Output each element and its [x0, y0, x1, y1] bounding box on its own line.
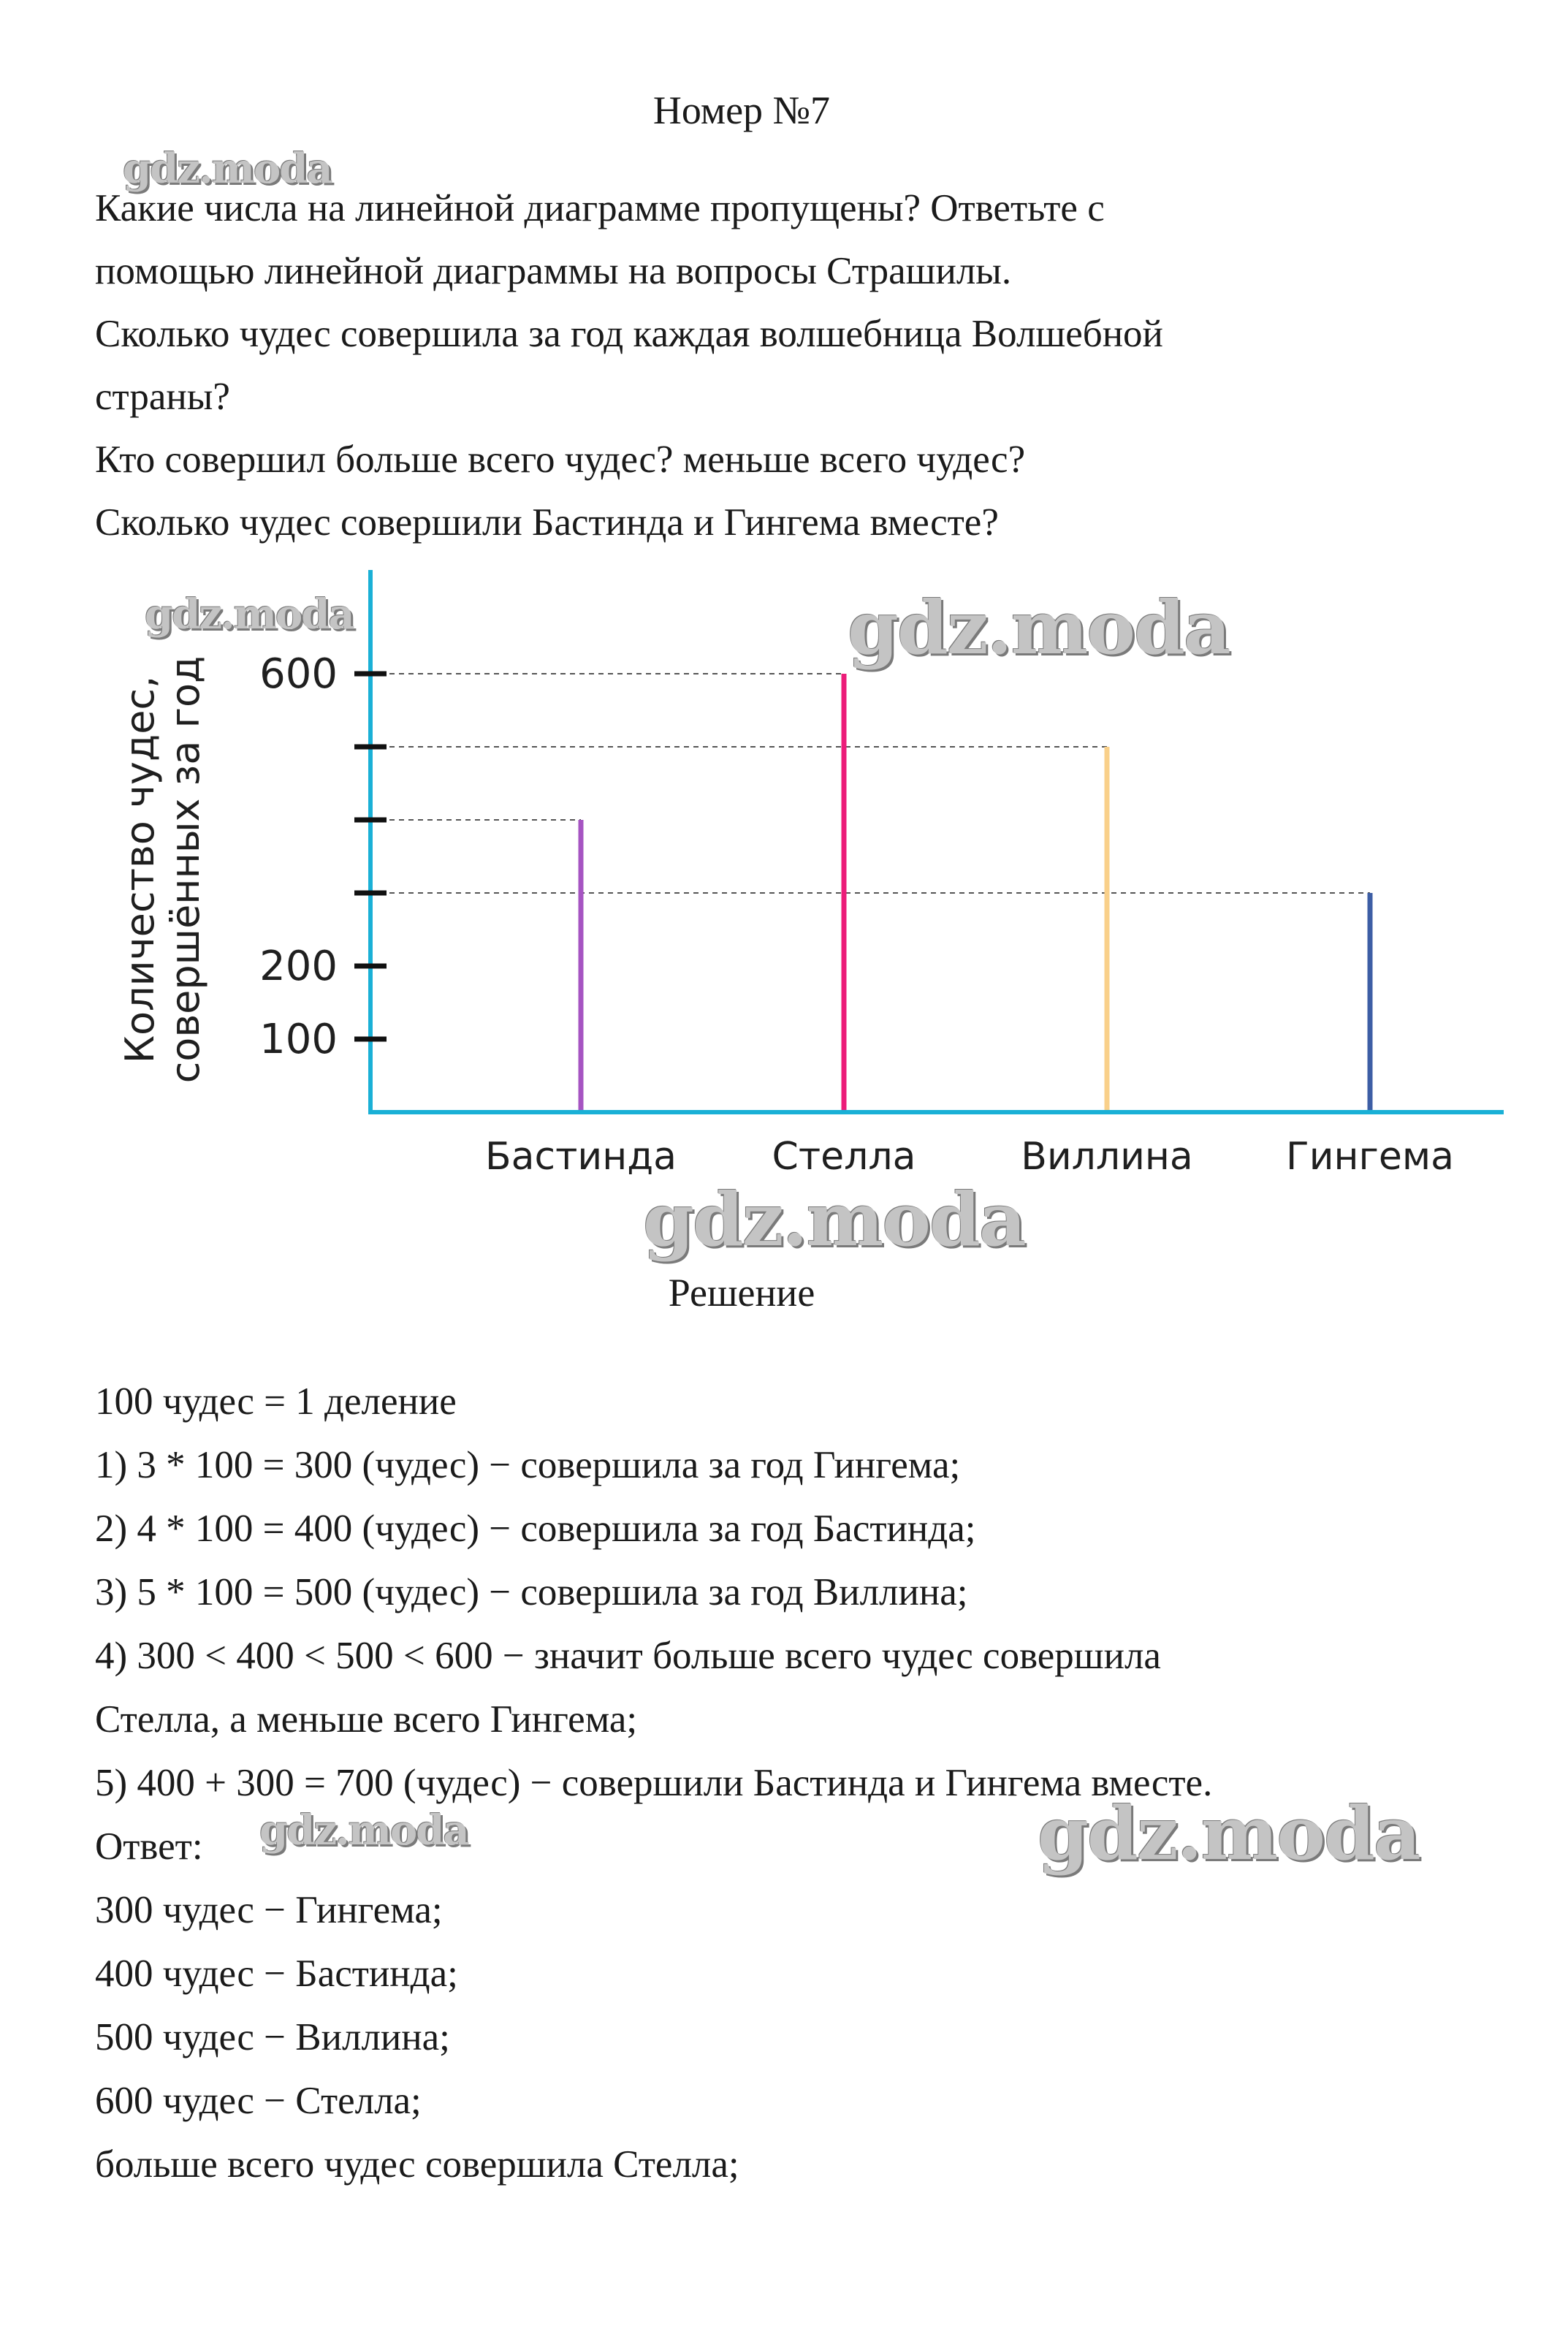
answer-line: 500 чудес − Виллина; — [95, 2016, 450, 2058]
question-line: помощью линейной диаграммы на вопросы Страшилы. — [95, 250, 1012, 292]
answer-line: 600 чудес − Стелла; — [95, 2080, 422, 2122]
x-tick-label: Стелла — [772, 1135, 916, 1179]
y-tick-label: 200 — [259, 943, 338, 990]
x-tick-label: Виллина — [1021, 1135, 1193, 1179]
watermark-logo: gdz.moda — [145, 590, 354, 639]
solution-line: 1) 3 * 100 = 300 (чудес) − совершила за год Гингема; — [95, 1444, 961, 1486]
y-tick-label: 100 — [259, 1016, 338, 1063]
page-title: Номер №7 — [652, 88, 831, 132]
y-axis-label-line2: совершённых за год — [162, 655, 208, 1084]
question-line: Сколько чудес совершила за год каждая волшебница Волшебной — [95, 313, 1163, 355]
solution-line: 2) 4 * 100 = 400 (чудес) − совершила за год Бастинда; — [95, 1508, 976, 1550]
answer-line: 400 чудес − Бастинда; — [95, 1953, 458, 1995]
watermark-logo: gdz.moda — [123, 145, 332, 193]
y-axis-label-line1: Количество чудес, — [117, 675, 163, 1064]
question-line: Какие числа на линейной диаграмме пропущены? Ответьте с — [95, 187, 1105, 229]
question-line: Кто совершил больше всего чудес? меньше всего чудес? — [95, 438, 1026, 481]
watermark-logo: gdz.moda — [643, 1176, 1025, 1263]
solution-line: 100 чудес = 1 деление — [95, 1380, 457, 1423]
solution-line: 3) 5 * 100 = 500 (чудес) − совершила за год Виллина; — [95, 1571, 968, 1613]
watermark-logo: gdz.moda — [1038, 1790, 1420, 1877]
watermark-logo: gdz.moda — [259, 1806, 468, 1855]
answer-label: Ответ: — [95, 1825, 203, 1868]
solution-line: 4) 300 < 400 < 500 < 600 − значит больше всего чудес совершила — [95, 1635, 1161, 1677]
question-line: Сколько чудес совершили Бастинда и Гингема вместе? — [95, 501, 999, 544]
question-line: страны? — [95, 376, 230, 418]
y-tick-label: 600 — [259, 650, 338, 698]
x-tick-label: Гингема — [1286, 1135, 1454, 1179]
solution-line: 5) 400 + 300 = 700 (чудес) − совершили Бастинда и Гингема вместе. — [95, 1762, 1213, 1804]
answer-line: 300 чудес − Гингема; — [95, 1889, 443, 1931]
solution-line: Стелла, а меньше всего Гингема; — [95, 1698, 638, 1741]
watermark-logo: gdz.moda — [848, 585, 1230, 671]
solution-title: Решение — [668, 1271, 815, 1315]
answer-line: больше всего чудес совершила Стелла; — [95, 2143, 739, 2186]
x-tick-label: Бастинда — [484, 1135, 677, 1179]
